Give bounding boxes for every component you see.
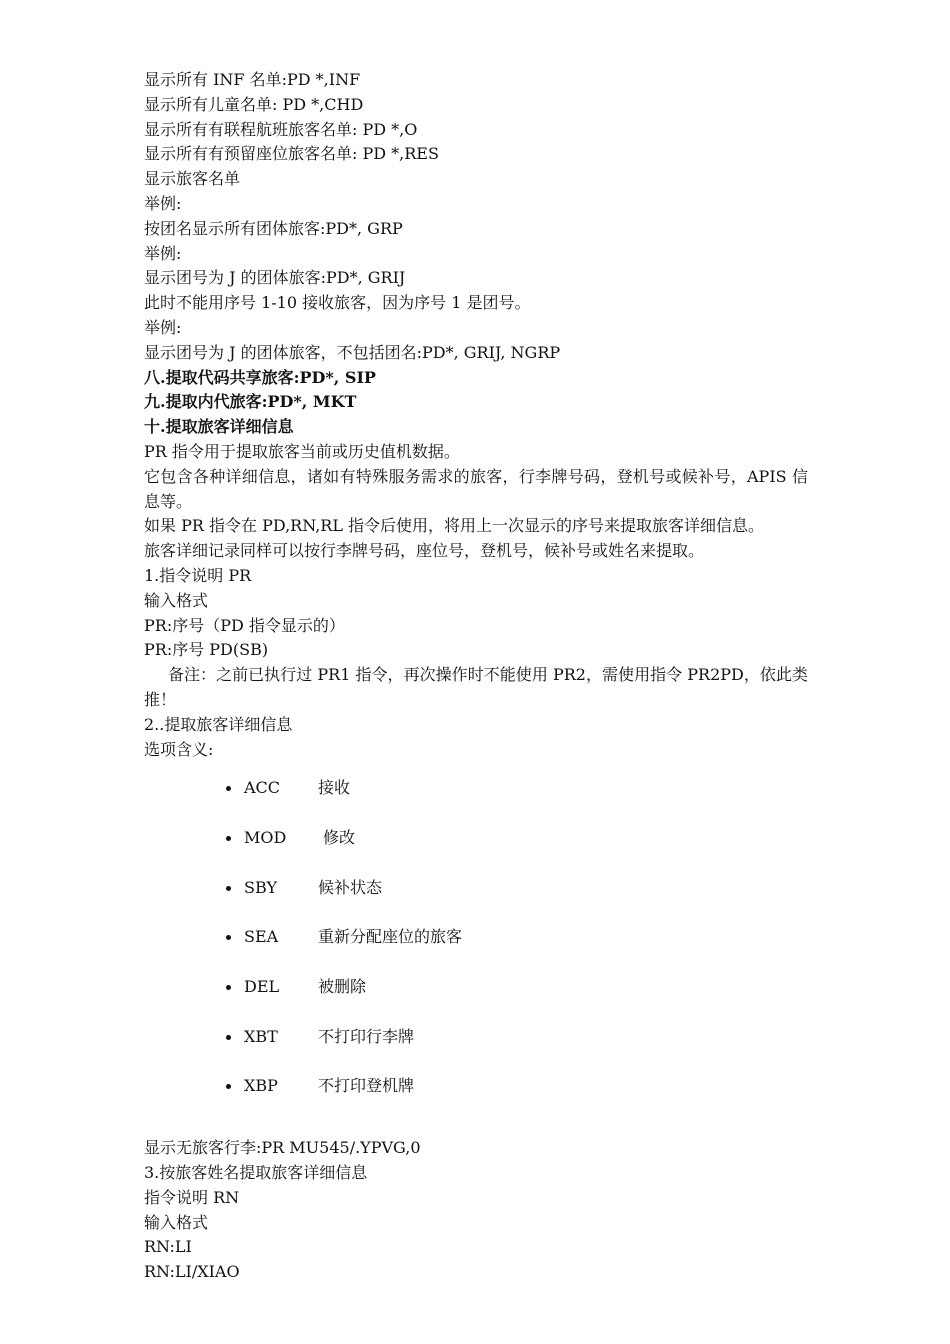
bullet-icon xyxy=(226,1084,231,1089)
pr-detail-paragraph: 它包含各种详细信息，诸如有特殊服务需求的旅客，行李牌号码，登机号或候补号，APIS 信息等。 xyxy=(144,466,808,511)
option-meaning: 不打印行李牌 xyxy=(318,1026,415,1046)
bullet-icon xyxy=(226,836,231,841)
list-item xyxy=(226,876,808,926)
text-line: 显示团号为 J 的团体旅客，不包括团名:PD*, GRIJ, NGRP xyxy=(144,342,561,362)
text-line: 举例: xyxy=(144,243,182,263)
text-line: 显示所有有联程航班旅客名单: PD *,O xyxy=(144,119,418,139)
input-format-label: 输入格式 xyxy=(144,1212,209,1232)
text-line: 显示旅客名单 xyxy=(144,169,241,189)
pr-records: 旅客详细记录同样可以按行李牌号码，座位号，登机号，候补号或姓名来提取。 xyxy=(144,541,705,561)
bullet-icon xyxy=(226,1035,231,1040)
subheading-1: 1.指令说明 PR xyxy=(144,565,252,585)
document-body xyxy=(144,68,808,1285)
option-code: SEA xyxy=(244,927,279,947)
options-list xyxy=(144,776,808,1124)
text-line: 显示无旅客行李:PR MU545/.YPVG,0 xyxy=(144,1138,421,1158)
format-line: RN:LI/XIAO xyxy=(144,1262,240,1282)
bullet-icon xyxy=(226,886,231,891)
subheading-2: 2..提取旅客详细信息 xyxy=(144,714,293,734)
list-item xyxy=(226,925,808,975)
list-item xyxy=(226,1074,808,1124)
bullet-icon xyxy=(226,935,231,940)
section-heading-9: 九.提取内代旅客:PD*, MKT xyxy=(144,392,357,412)
option-meaning: 不打印登机牌 xyxy=(318,1076,415,1096)
text-line: 此时不能用序号 1-10 接收旅客，因为序号 1 是团号。 xyxy=(144,293,531,313)
note-paragraph: 备注：之前已执行过 PR1 指令，再次操作时不能使用 PR2，需使用指令 PR2PD，依此类推！ xyxy=(144,665,808,709)
option-meaning: 接收 xyxy=(318,778,351,798)
list-item xyxy=(226,1025,808,1075)
option-meaning: 被删除 xyxy=(318,977,367,997)
bullet-icon xyxy=(226,786,231,791)
pr-intro: PR 指令用于提取旅客当前或历史值机数据。 xyxy=(144,441,460,461)
option-code: DEL xyxy=(244,977,280,997)
text-line: 显示所有儿童名单: PD *,CHD xyxy=(144,94,364,114)
option-code: ACC xyxy=(244,778,281,798)
section-heading-8: 八.提取代码共享旅客:PD*, SIP xyxy=(144,367,376,387)
option-code: SBY xyxy=(244,877,277,897)
text-line: 举例: xyxy=(144,317,182,337)
list-item xyxy=(226,776,808,826)
text-line: 显示团号为 J 的团体旅客:PD*, GRIJ xyxy=(144,268,406,288)
option-code: XBP xyxy=(244,1076,278,1096)
pr-usage: 如果 PR 指令在 PD,RN,RL 指令后使用，将用上一次显示的序号来提取旅客详细信息。 xyxy=(144,516,765,536)
list-item xyxy=(226,975,808,1025)
option-code: MOD xyxy=(244,828,287,847)
option-code: XBT xyxy=(244,1026,278,1046)
options-label: 选项含义: xyxy=(144,739,214,759)
format-line: PR:序号（PD 指令显示的） xyxy=(144,615,345,635)
text-line: 显示所有 INF 名单:PD *,INF xyxy=(144,70,361,89)
bullet-icon xyxy=(226,985,231,990)
list-item xyxy=(226,826,808,876)
option-meaning: 重新分配座位的旅客 xyxy=(318,927,463,947)
text-line: 按团名显示所有团体旅客:PD*, GRP xyxy=(144,218,403,238)
text-line: 显示所有有预留座位旅客名单: PD *,RES xyxy=(144,144,439,164)
option-meaning: 修改 xyxy=(323,828,356,847)
section-heading-10: 十.提取旅客详细信息 xyxy=(144,417,294,437)
text-line: 举例: xyxy=(144,193,182,213)
format-line: PR:序号 PD(SB) xyxy=(144,640,269,660)
text-line: 指令说明 RN xyxy=(144,1187,240,1207)
option-meaning: 候补状态 xyxy=(318,877,383,897)
subheading-3: 3.按旅客姓名提取旅客详细信息 xyxy=(144,1162,368,1182)
input-format-label: 输入格式 xyxy=(144,590,209,610)
format-line: RN:LI xyxy=(144,1237,192,1257)
